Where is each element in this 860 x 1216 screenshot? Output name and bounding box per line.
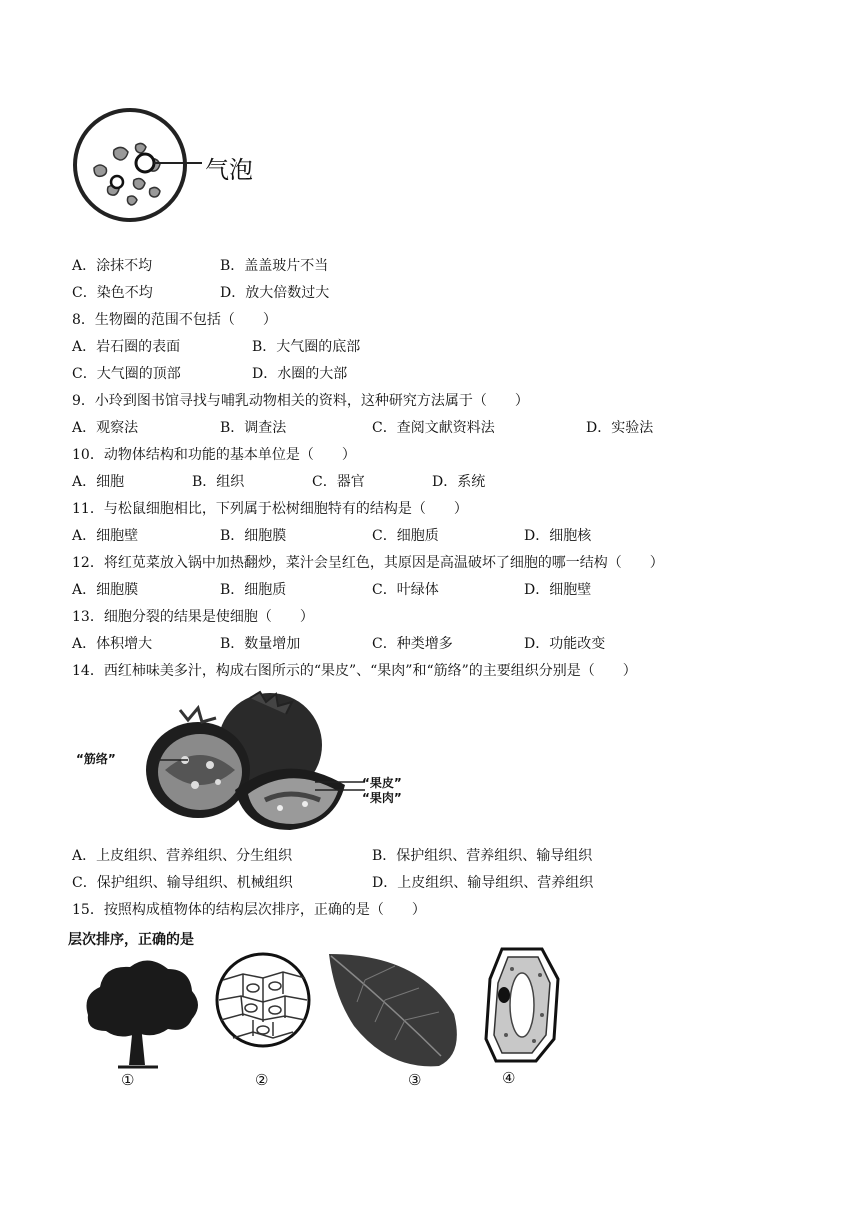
q10-option-b: B．组织 [192,474,245,490]
tomato-label-flesh: “果肉” [362,791,402,805]
q14-option-c: C．保护组织、输导组织、机械组织 [72,875,293,891]
q15-label-1: ① [121,1071,135,1089]
tree-image [78,955,198,1075]
q9-option-c: C．查阅文献资料法 [372,420,495,436]
q12-option-a: A．细胞膜 [72,582,139,598]
q12-stem: 12．将红苋菜放入锅中加热翻炒，菜汁会呈红色，其原因是高温破坏了细胞的哪一结构（ ） [72,555,664,571]
q7-option-c: C．染色不均 [72,285,153,301]
q8-option-d: D．水圈的大部 [252,366,348,382]
q10-option-a: A．细胞 [72,474,125,490]
tomato-figure [140,690,440,840]
tissue-image [213,950,313,1050]
q8-option-c: C．大气圈的顶部 [72,366,181,382]
q11-option-b: B．细胞膜 [220,528,287,544]
q13-option-d: D．功能改变 [524,636,606,652]
q13-option-c: C．种类增多 [372,636,453,652]
q15-label-4: ④ [502,1069,516,1087]
q7-option-d: D．放大倍数过大 [220,285,330,301]
q9-option-d: D．实验法 [586,420,654,436]
q14-option-b: B．保护组织、营养组织、输导组织 [372,848,593,864]
q12-option-d: D．细胞壁 [524,582,592,598]
q14-option-d: D．上皮组织、输导组织、营养组织 [372,875,594,891]
q15-label-3: ③ [408,1071,422,1089]
q10-stem: 10．动物体结构和功能的基本单位是（ ） [72,447,356,463]
q15-stem: 15．按照构成植物体的结构层次排序，正确的是（ ） [72,902,426,918]
q7-option-b: B．盖盖玻片不当 [220,258,329,274]
q13-option-b: B．数量增加 [220,636,301,652]
q8-option-a: A．岩石圈的表面 [72,339,181,355]
q12-option-c: C．叶绿体 [372,582,439,598]
cell-image [482,945,562,1065]
bubble-label: 气泡 [205,156,253,184]
q8-option-b: B．大气圈的底部 [252,339,361,355]
tomato-label-peel: “果皮” [362,776,402,790]
tomato-label-vein: “筋络” [76,752,116,766]
q11-stem: 11．与松鼠细胞相比，下列属于松树细胞特有的结构是（ ） [72,501,468,517]
q13-stem: 13．细胞分裂的结果是使细胞（ ） [72,609,314,625]
q8-stem: 8．生物圈的范围不包括（ ） [72,312,277,328]
q15-label-2: ② [255,1071,269,1089]
q9-option-b: B．调查法 [220,420,287,436]
q11-option-a: A．细胞壁 [72,528,139,544]
q11-option-c: C．细胞质 [372,528,439,544]
leaf-image [325,950,465,1070]
q9-stem: 9．小玲到图书馆寻找与哺乳动物相关的资料，这种研究方法属于（ ） [72,393,529,409]
q12-option-b: B．细胞质 [220,582,287,598]
q11-option-d: D．细胞核 [524,528,592,544]
q15-fig-caption: 层次排序，正确的是 [68,932,194,948]
q7-option-a: A．涂抹不均 [72,258,153,274]
q14-option-a: A．上皮组织、营养组织、分生组织 [72,848,293,864]
q10-option-c: C．器官 [312,474,365,490]
q13-option-a: A．体积增大 [72,636,153,652]
q9-option-a: A．观察法 [72,420,139,436]
q10-option-d: D．系统 [432,474,486,490]
q14-stem: 14．西红柿味美多汁，构成右图所示的“果皮”、“果肉”和“筋络”的主要组织分别是（ ） [72,663,637,679]
